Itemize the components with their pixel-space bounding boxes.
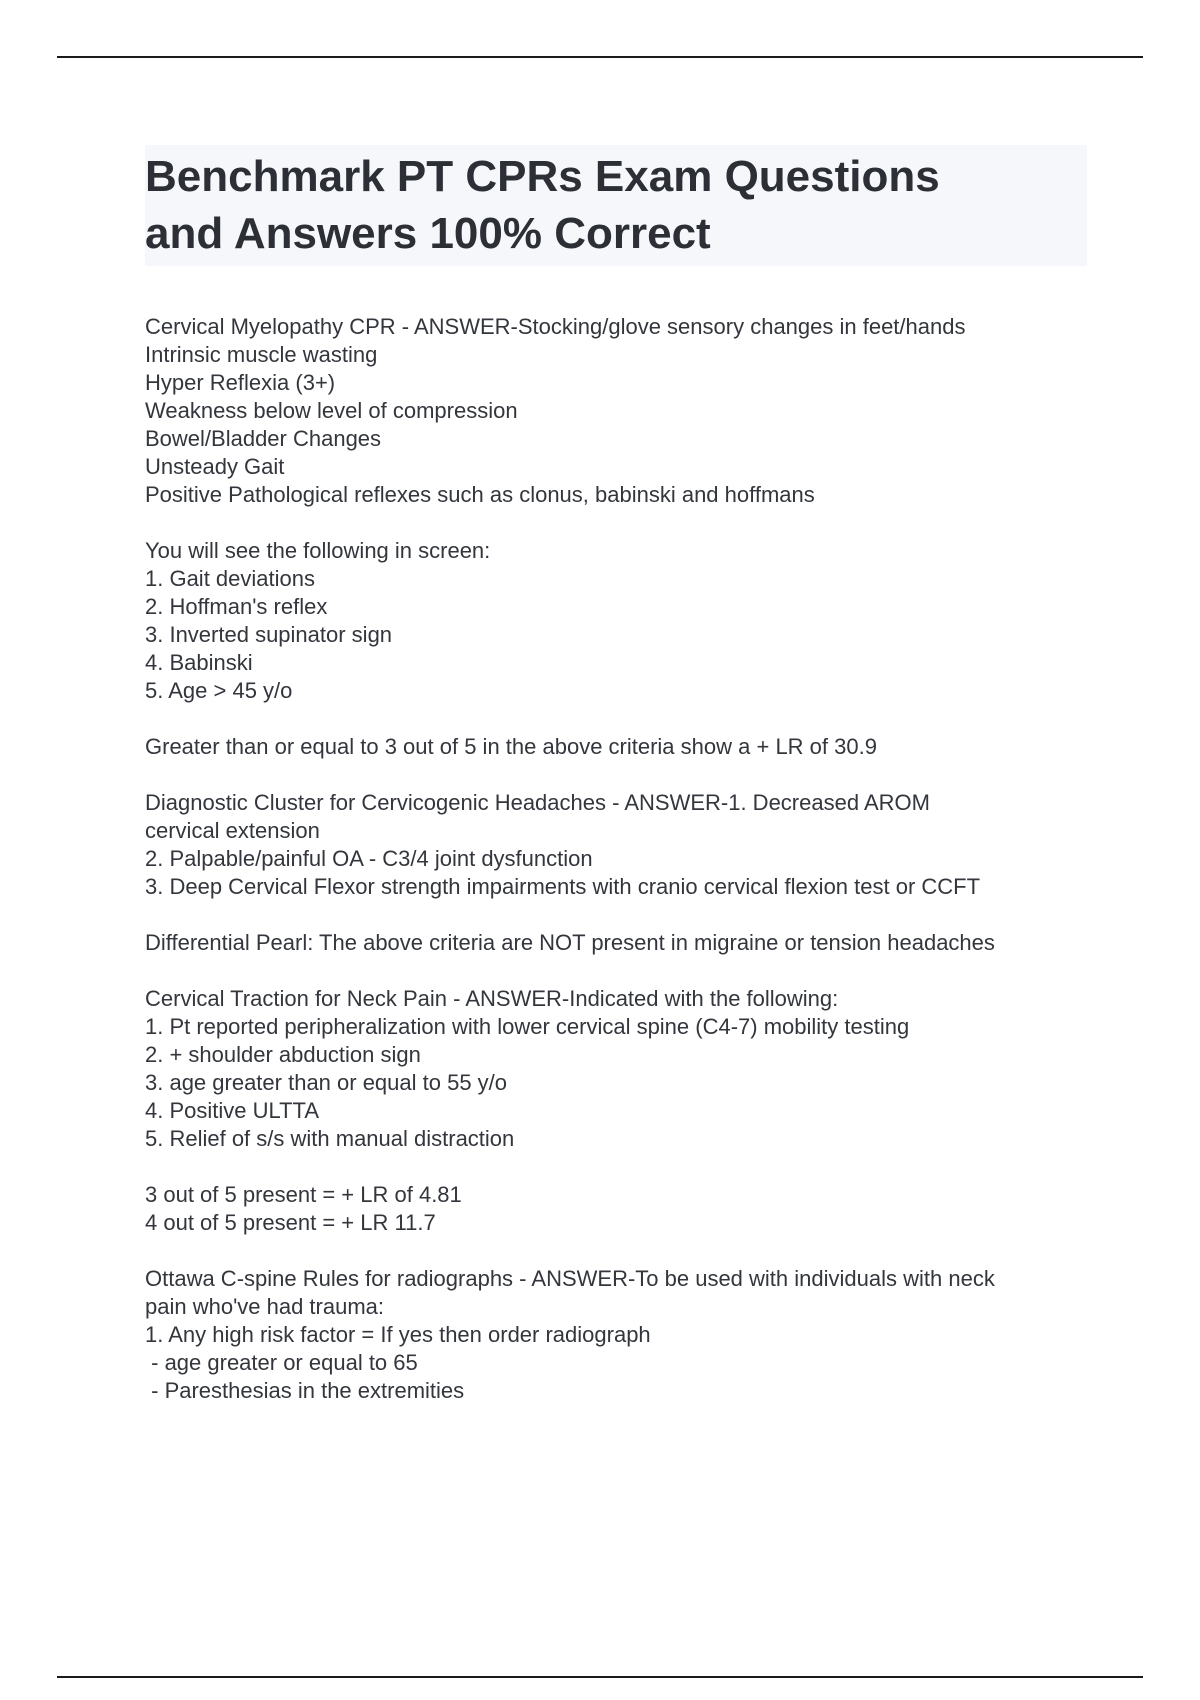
text-line: Diagnostic Cluster for Cervicogenic Headaches - ANSWER-1. Decreased AROM <box>145 790 930 815</box>
top-rule <box>57 56 1143 58</box>
list-item: - Paresthesias in the extremities <box>145 1378 465 1403</box>
text-line: Ottawa C-spine Rules for radiographs - ANSWER-To be used with individuals with neck <box>145 1266 995 1291</box>
document-title <box>145 145 1087 266</box>
text-line: Positive Pathological reflexes such as clonus, babinski and hoffmans <box>145 482 815 507</box>
list-item: 1. Pt reported peripheralization with lower cervical spine (C4-7) mobility testing <box>145 1014 910 1039</box>
list-item: 2. + shoulder abduction sign <box>145 1042 421 1067</box>
list-item: 3. age greater than or equal to 55 y/o <box>145 1070 508 1095</box>
text-line: Greater than or equal to 3 out of 5 in the above criteria show a + LR of 30.9 <box>145 734 877 759</box>
title-line-2: and Answers 100% Correct <box>145 209 711 258</box>
list-item: 1. Any high risk factor = If yes then order radiograph <box>145 1322 651 1347</box>
text-line: Hyper Reflexia (3+) <box>145 370 336 395</box>
title-line-1: Benchmark PT CPRs Exam Questions <box>145 152 940 201</box>
list-item: 2. Hoffman's reflex <box>145 594 328 619</box>
text-line: pain who've had trauma: <box>145 1294 385 1319</box>
list-item: 5. Relief of s/s with manual distraction <box>145 1126 515 1151</box>
text-line: Weakness below level of compression <box>145 398 518 423</box>
section-cervicogenic-headaches <box>145 789 1090 901</box>
section-screen-list <box>145 537 1090 705</box>
text-line: Bowel/Bladder Changes <box>145 426 382 451</box>
section-cervical-myelopathy <box>145 313 1090 509</box>
section-lr-summary <box>145 733 1090 761</box>
list-item: 1. Gait deviations <box>145 566 315 591</box>
bottom-rule <box>57 1676 1143 1678</box>
text-line: You will see the following in screen: <box>145 538 491 563</box>
text-line: Intrinsic muscle wasting <box>145 342 378 367</box>
text-line: 4 out of 5 present = + LR 11.7 <box>145 1210 436 1235</box>
text-line: Unsteady Gait <box>145 454 285 479</box>
list-item: 2. Palpable/painful OA - C3/4 joint dysfunction <box>145 846 593 871</box>
document-body <box>145 313 1090 1433</box>
section-traction-lr <box>145 1181 1090 1237</box>
list-item: 3. Inverted supinator sign <box>145 622 393 647</box>
text-line: Cervical Traction for Neck Pain - ANSWER-Indicated with the following: <box>145 986 839 1011</box>
text-line: cervical extension <box>145 818 320 843</box>
text-line: Differential Pearl: The above criteria are NOT present in migraine or tension headaches <box>145 930 995 955</box>
list-item: 5. Age > 45 y/o <box>145 678 293 703</box>
title-block <box>145 145 1087 266</box>
section-cervical-traction <box>145 985 1090 1153</box>
list-item: - age greater or equal to 65 <box>145 1350 418 1375</box>
section-differential-pearl <box>145 929 1090 957</box>
list-item: 4. Babinski <box>145 650 253 675</box>
text-line: Cervical Myelopathy CPR - ANSWER-Stocking/glove sensory changes in feet/hands <box>145 314 966 339</box>
text-line: 3 out of 5 present = + LR of 4.81 <box>145 1182 462 1207</box>
list-item: 4. Positive ULTTA <box>145 1098 320 1123</box>
list-item: 3. Deep Cervical Flexor strength impairments with cranio cervical flexion test or CCFT <box>145 874 981 899</box>
section-ottawa-c-spine <box>145 1265 1090 1405</box>
